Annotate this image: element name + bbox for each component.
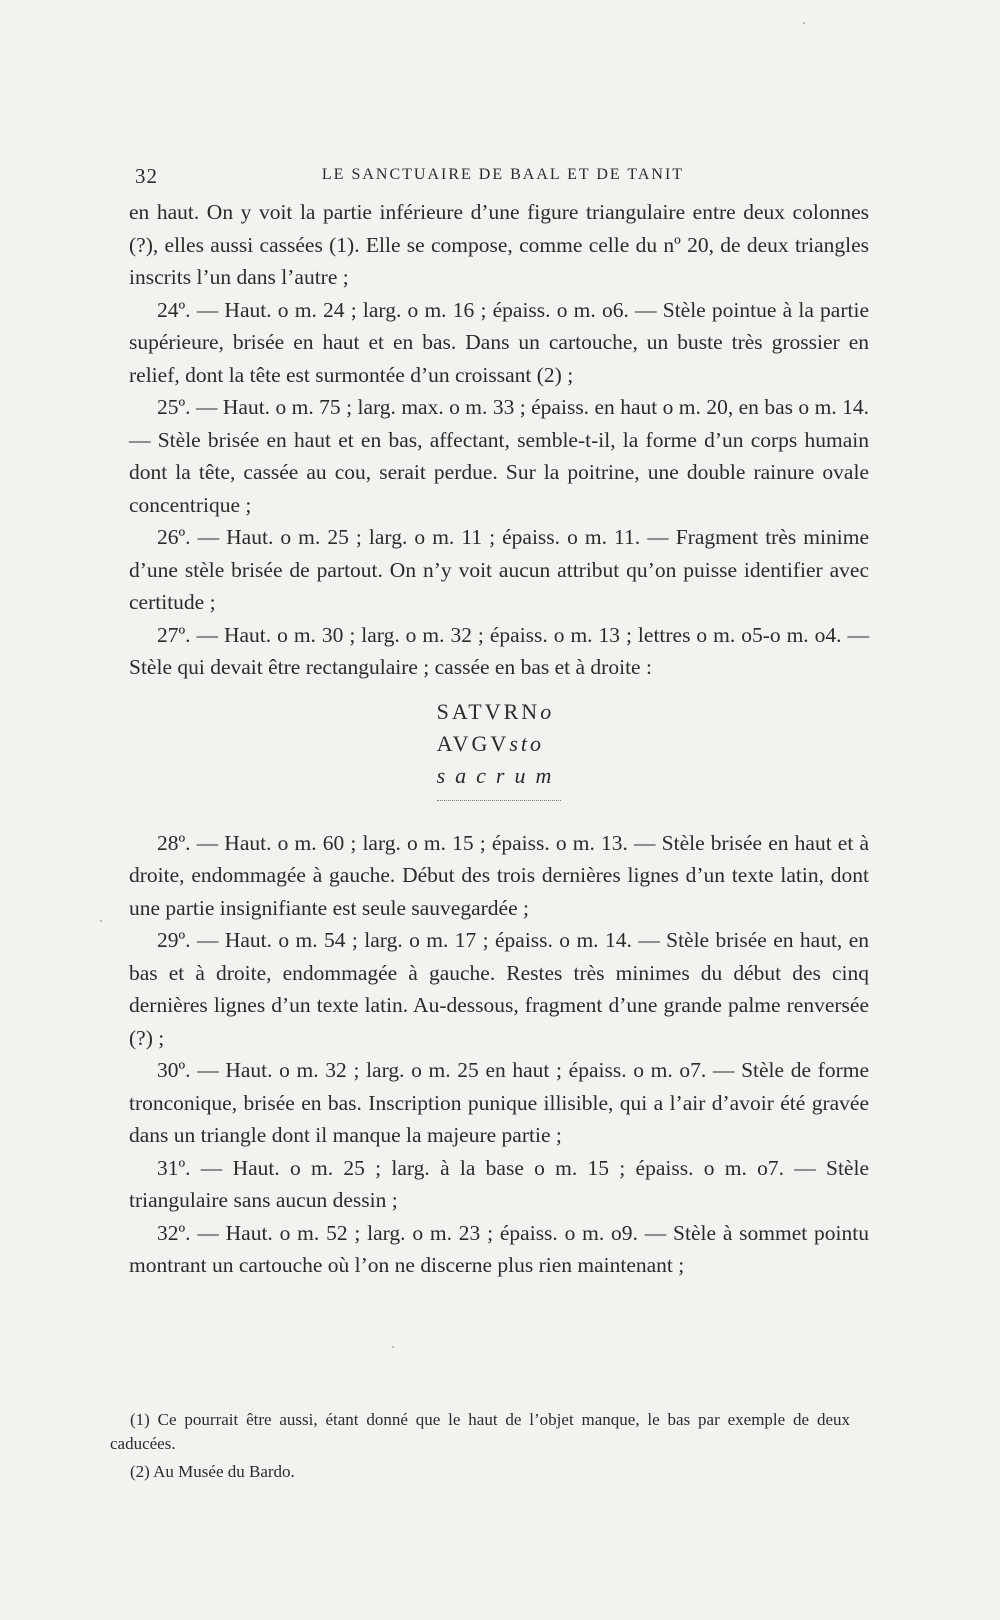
body-text: [129, 196, 869, 1282]
entry-31: 31º. — Haut. o m. 25 ; larg. à la base o m. 15 ; épaiss. o m. o7. — Stèle triangulaire sans aucun dessin ;: [129, 1155, 869, 1212]
page-header-title: LE SANCTUAIRE DE BAAL ET DE TANIT: [321, 166, 685, 183]
inscription-block: [437, 696, 562, 801]
entry-30: 30º. — Haut. o m. 32 ; larg. o m. 25 en haut ; épaiss. o m. o7. — Stèle de forme tronconique, brisée en bas. Inscription punique illisible, qui a l’air d’avoir été gravée dans un triangle dont il manque la majeure partie ;: [129, 1058, 869, 1147]
running-head: [135, 164, 871, 190]
paper-speck: [392, 1346, 394, 1348]
entry-24: 24º. — Haut. o m. 24 ; larg. o m. 16 ; épaiss. o m. o6. — Stèle pointue à la partie supérieure, brisée en haut et en bas. Dans un cartouche, un buste très grossier en relief, dont la tête est surmontée d’un croissant (2) ;: [129, 297, 869, 387]
page-number: 32: [135, 164, 158, 188]
inscription-line-1-caps: SATVRN: [436, 698, 541, 724]
entry-26: 26º. — Haut. o m. 25 ; larg. o m. 11 ; épaiss. o m. 11. — Fragment très minime d’une stèle brisée de partout. On n’y voit aucun attribut qu’on puisse identifier avec certitude ;: [129, 525, 869, 614]
entry-28: 28º. — Haut. o m. 60 ; larg. o m. 15 ; épaiss. o m. 13. — Stèle brisée en haut et à droite, endommagée à gauche. Début des trois dernières lignes d’un texte latin, dont une partie insignifiante est seule sauvegardée ;: [129, 830, 869, 920]
inscription-line-2: [437, 728, 562, 760]
paragraph-continuation: en haut. On y voit la partie inférieure d’une figure triangulaire entre deux colonnes (?), elles aussi cassées (1). Elle se compose, comme celle du nº 20, de deux triangles inscrits l’un dans l’autre ;: [129, 200, 869, 289]
inscription-line-3: sacrum: [436, 762, 562, 788]
paper-speck: [100, 920, 102, 922]
entry-29: 29º. — Haut. o m. 54 ; larg. o m. 17 ; épaiss. o m. 14. — Stèle brisée en haut, en bas et à droite, endommagée à gauche. Restes très minimes du début des cinq dernières lignes d’un texte latin. Au-dessous, fragment d’une grande palme renversée (?) ;: [129, 928, 869, 1050]
entry-25: 25º. — Haut. o m. 75 ; larg. max. o m. 33 ; épaiss. en haut o m. 20, en bas o m. 14. — Stèle brisée en haut et en bas, affectant, semble-t-il, la forme d’un corps humain dont la tête, cassée au cou, serait perdue. Sur la poitrine, une double rainure ovale concentrique ;: [129, 395, 869, 517]
inscription-line-1-rest: o: [540, 698, 555, 724]
footnote-1: (1) Ce pourrait être aussi, étant donné que le haut de l’objet manque, le bas par exemple de deux caducées.: [110, 1410, 850, 1453]
inscription-line-2-rest: sto: [509, 730, 545, 756]
entry-32: 32º. — Haut. o m. 52 ; larg. o m. 23 ; épaiss. o m. o9. — Stèle à sommet pointu montrant un cartouche où l’on ne discerne plus rien maintenant ;: [129, 1220, 869, 1277]
latin-inscription: [129, 696, 869, 801]
footnotes: [110, 1408, 850, 1484]
entry-27: 27º. — Haut. o m. 30 ; larg. o m. 32 ; épaiss. o m. 13 ; lettres o m. o5-o m. o4. — Stèle qui devait être rectangulaire ; cassée en bas et à droite :: [129, 622, 869, 679]
inscription-line-2-caps: AVGV: [436, 730, 510, 756]
footnote-2: (2) Au Musée du Bardo.: [130, 1462, 295, 1481]
inscription-line-1: [437, 696, 562, 728]
paper-speck: [803, 22, 805, 24]
